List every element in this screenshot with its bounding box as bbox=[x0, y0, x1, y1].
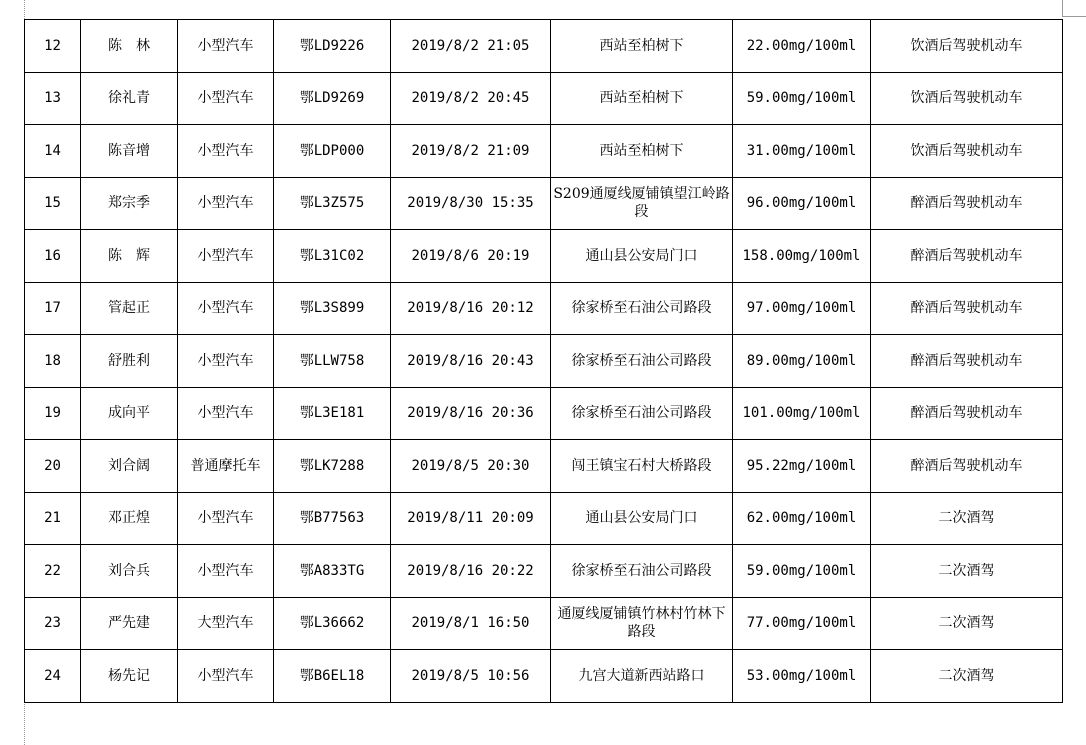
violation-location: S209通厦线厦铺镇望江岭路段 bbox=[551, 177, 733, 230]
record-number: 16 bbox=[25, 230, 81, 283]
vehicle-type: 小型汽车 bbox=[178, 230, 274, 283]
violation-time: 2019/8/5 20:30 bbox=[391, 440, 551, 493]
violation-location: 徐家桥至石油公司路段 bbox=[551, 545, 733, 598]
violation-location: 徐家桥至石油公司路段 bbox=[551, 387, 733, 440]
violation-location: 九宫大道新西站路口 bbox=[551, 650, 733, 703]
records-table-body bbox=[25, 20, 1063, 703]
table-row bbox=[25, 650, 1063, 703]
blood-alcohol-content: 96.00mg/100ml bbox=[733, 177, 871, 230]
license-plate: 鄂LK7288 bbox=[274, 440, 391, 493]
blood-alcohol-content: 95.22mg/100ml bbox=[733, 440, 871, 493]
blood-alcohol-content: 59.00mg/100ml bbox=[733, 72, 871, 125]
blood-alcohol-content: 101.00mg/100ml bbox=[733, 387, 871, 440]
vehicle-type: 小型汽车 bbox=[178, 177, 274, 230]
offense-type: 二次酒驾 bbox=[871, 650, 1063, 703]
record-number: 18 bbox=[25, 335, 81, 388]
table-row bbox=[25, 230, 1063, 283]
blood-alcohol-content: 77.00mg/100ml bbox=[733, 597, 871, 650]
license-plate: 鄂LD9226 bbox=[274, 20, 391, 73]
record-number: 14 bbox=[25, 125, 81, 178]
blood-alcohol-content: 62.00mg/100ml bbox=[733, 492, 871, 545]
vehicle-type: 小型汽车 bbox=[178, 650, 274, 703]
record-number: 24 bbox=[25, 650, 81, 703]
record-number: 17 bbox=[25, 282, 81, 335]
offense-type: 饮酒后驾驶机动车 bbox=[871, 72, 1063, 125]
violation-time: 2019/8/6 20:19 bbox=[391, 230, 551, 283]
violation-time: 2019/8/16 20:36 bbox=[391, 387, 551, 440]
violation-time: 2019/8/11 20:09 bbox=[391, 492, 551, 545]
blood-alcohol-content: 97.00mg/100ml bbox=[733, 282, 871, 335]
vehicle-type: 小型汽车 bbox=[178, 282, 274, 335]
driver-name: 舒胜利 bbox=[81, 335, 178, 388]
driver-name: 陈 林 bbox=[81, 20, 178, 73]
vehicle-type: 小型汽车 bbox=[178, 387, 274, 440]
record-number: 15 bbox=[25, 177, 81, 230]
violation-location: 西站至柏树下 bbox=[551, 20, 733, 73]
license-plate: 鄂LDP000 bbox=[274, 125, 391, 178]
table-row bbox=[25, 125, 1063, 178]
record-number: 19 bbox=[25, 387, 81, 440]
offense-type: 饮酒后驾驶机动车 bbox=[871, 20, 1063, 73]
table-row bbox=[25, 492, 1063, 545]
driver-name: 郑宗季 bbox=[81, 177, 178, 230]
violation-location: 通厦线厦铺镇竹林村竹林下路段 bbox=[551, 597, 733, 650]
driver-name: 成向平 bbox=[81, 387, 178, 440]
blood-alcohol-content: 59.00mg/100ml bbox=[733, 545, 871, 598]
vehicle-type: 普通摩托车 bbox=[178, 440, 274, 493]
violation-time: 2019/8/2 21:05 bbox=[391, 20, 551, 73]
offense-type: 醉酒后驾驶机动车 bbox=[871, 440, 1063, 493]
table-row bbox=[25, 282, 1063, 335]
driver-name: 刘合阔 bbox=[81, 440, 178, 493]
driver-name: 管起正 bbox=[81, 282, 178, 335]
driver-name: 邓正煌 bbox=[81, 492, 178, 545]
offense-type: 醉酒后驾驶机动车 bbox=[871, 282, 1063, 335]
license-plate: 鄂L31C02 bbox=[274, 230, 391, 283]
table-row bbox=[25, 387, 1063, 440]
driver-name: 刘合兵 bbox=[81, 545, 178, 598]
offense-type: 醉酒后驾驶机动车 bbox=[871, 177, 1063, 230]
violation-location: 西站至柏树下 bbox=[551, 125, 733, 178]
offense-type: 饮酒后驾驶机动车 bbox=[871, 125, 1063, 178]
license-plate: 鄂L3E181 bbox=[274, 387, 391, 440]
table-row bbox=[25, 335, 1063, 388]
table-row bbox=[25, 440, 1063, 493]
driver-name: 陈 辉 bbox=[81, 230, 178, 283]
table-row bbox=[25, 177, 1063, 230]
table-row bbox=[25, 72, 1063, 125]
blood-alcohol-content: 22.00mg/100ml bbox=[733, 20, 871, 73]
offense-type: 二次酒驾 bbox=[871, 545, 1063, 598]
table-row bbox=[25, 545, 1063, 598]
violation-location: 徐家桥至石油公司路段 bbox=[551, 335, 733, 388]
violation-time: 2019/8/2 20:45 bbox=[391, 72, 551, 125]
violation-time: 2019/8/30 15:35 bbox=[391, 177, 551, 230]
offense-type: 醉酒后驾驶机动车 bbox=[871, 335, 1063, 388]
violation-location: 通山县公安局门口 bbox=[551, 230, 733, 283]
license-plate: 鄂L36662 bbox=[274, 597, 391, 650]
offense-type: 二次酒驾 bbox=[871, 597, 1063, 650]
violation-location: 徐家桥至石油公司路段 bbox=[551, 282, 733, 335]
record-number: 22 bbox=[25, 545, 81, 598]
license-plate: 鄂LD9269 bbox=[274, 72, 391, 125]
license-plate: 鄂B77563 bbox=[274, 492, 391, 545]
license-plate: 鄂LLW758 bbox=[274, 335, 391, 388]
violation-time: 2019/8/16 20:43 bbox=[391, 335, 551, 388]
violation-time: 2019/8/2 21:09 bbox=[391, 125, 551, 178]
driver-name: 徐礼青 bbox=[81, 72, 178, 125]
license-plate: 鄂L3S899 bbox=[274, 282, 391, 335]
vehicle-type: 小型汽车 bbox=[178, 72, 274, 125]
offense-type: 醉酒后驾驶机动车 bbox=[871, 387, 1063, 440]
record-number: 12 bbox=[25, 20, 81, 73]
violation-time: 2019/8/5 10:56 bbox=[391, 650, 551, 703]
license-plate: 鄂L3Z575 bbox=[274, 177, 391, 230]
violation-time: 2019/8/16 20:22 bbox=[391, 545, 551, 598]
vehicle-type: 小型汽车 bbox=[178, 492, 274, 545]
drunk-driving-records-table bbox=[24, 19, 1063, 703]
blood-alcohol-content: 31.00mg/100ml bbox=[733, 125, 871, 178]
blood-alcohol-content: 53.00mg/100ml bbox=[733, 650, 871, 703]
violation-time: 2019/8/1 16:50 bbox=[391, 597, 551, 650]
violation-time: 2019/8/16 20:12 bbox=[391, 282, 551, 335]
record-number: 23 bbox=[25, 597, 81, 650]
page-corner-guide bbox=[1062, 0, 1086, 17]
license-plate: 鄂A833TG bbox=[274, 545, 391, 598]
violation-location: 闯王镇宝石村大桥路段 bbox=[551, 440, 733, 493]
table-row bbox=[25, 597, 1063, 650]
driver-name: 杨先记 bbox=[81, 650, 178, 703]
vehicle-type: 小型汽车 bbox=[178, 545, 274, 598]
vehicle-type: 小型汽车 bbox=[178, 20, 274, 73]
table-row bbox=[25, 20, 1063, 73]
record-number: 20 bbox=[25, 440, 81, 493]
blood-alcohol-content: 158.00mg/100ml bbox=[733, 230, 871, 283]
vehicle-type: 小型汽车 bbox=[178, 125, 274, 178]
vehicle-type: 大型汽车 bbox=[178, 597, 274, 650]
license-plate: 鄂B6EL18 bbox=[274, 650, 391, 703]
offense-type: 醉酒后驾驶机动车 bbox=[871, 230, 1063, 283]
violation-location: 通山县公安局门口 bbox=[551, 492, 733, 545]
record-number: 21 bbox=[25, 492, 81, 545]
driver-name: 严先建 bbox=[81, 597, 178, 650]
record-number: 13 bbox=[25, 72, 81, 125]
offense-type: 二次酒驾 bbox=[871, 492, 1063, 545]
violation-location: 西站至柏树下 bbox=[551, 72, 733, 125]
driver-name: 陈音增 bbox=[81, 125, 178, 178]
vehicle-type: 小型汽车 bbox=[178, 335, 274, 388]
blood-alcohol-content: 89.00mg/100ml bbox=[733, 335, 871, 388]
